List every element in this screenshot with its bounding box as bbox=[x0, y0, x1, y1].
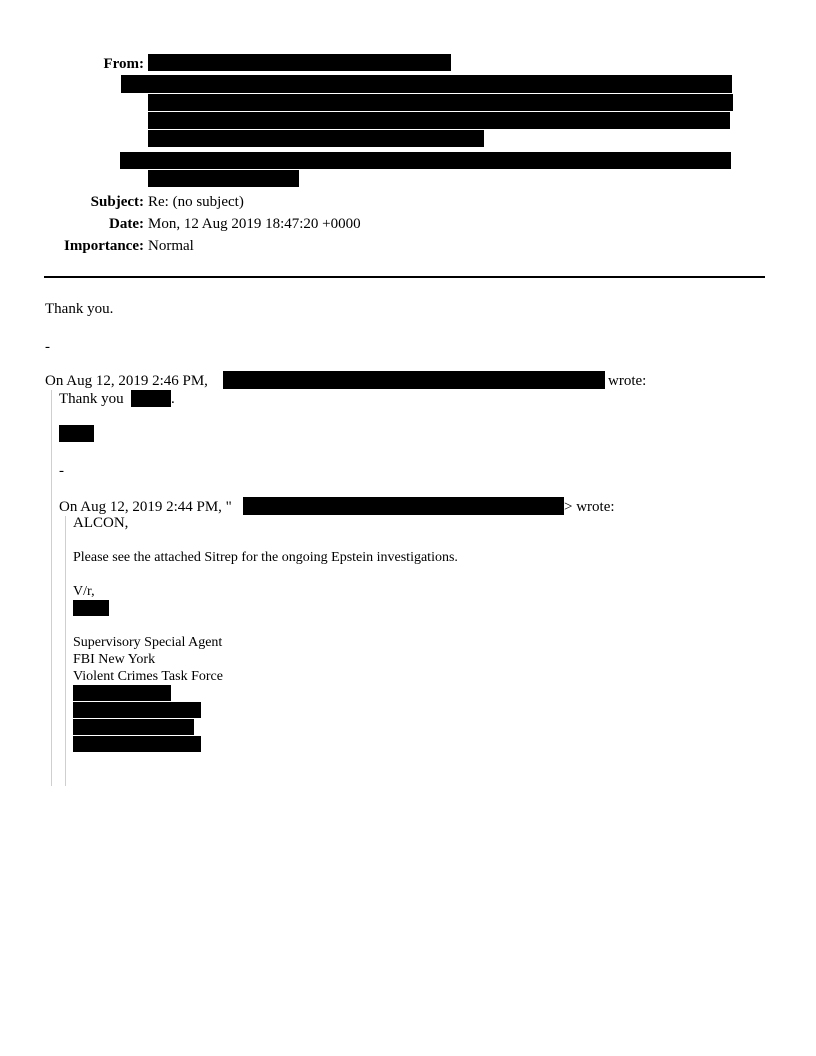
quote2-intro-prefix: On Aug 12, 2019 2:44 PM, " bbox=[59, 499, 232, 515]
redacted-to-line-4 bbox=[148, 130, 484, 147]
redacted-to-line-2 bbox=[148, 94, 733, 111]
subject-value: Re: (no subject) bbox=[148, 194, 244, 210]
quote-bar-level-1 bbox=[51, 390, 52, 786]
header-divider bbox=[44, 276, 765, 278]
sig-unit: Violent Crimes Task Force bbox=[73, 669, 223, 684]
sig-title: Supervisory Special Agent bbox=[73, 635, 223, 650]
quote-bar-level-2 bbox=[65, 516, 66, 786]
from-label: From: bbox=[103, 56, 144, 72]
redacted-sig-line-3 bbox=[73, 719, 194, 735]
redacted-sig-line-4 bbox=[73, 736, 201, 752]
date-label: Date: bbox=[109, 216, 144, 232]
message-text: Please see the attached Sitrep for the ongoing Epstein investigations. bbox=[73, 550, 458, 565]
separator-dash-1: - bbox=[45, 339, 50, 355]
subject-label: Subject: bbox=[90, 194, 144, 210]
redacted-to-line-1 bbox=[121, 75, 732, 93]
redacted-quote1-signature bbox=[59, 425, 94, 442]
redacted-sender-name bbox=[73, 600, 109, 616]
redacted-to-line-3 bbox=[148, 112, 730, 129]
quote1-intro-prefix: On Aug 12, 2019 2:46 PM, bbox=[45, 373, 208, 389]
redacted-from bbox=[148, 54, 451, 71]
redacted-cc-line-2 bbox=[148, 170, 299, 187]
separator-dash-2: - bbox=[59, 463, 64, 479]
reply-text: Thank you. bbox=[45, 301, 114, 317]
sig-office: FBI New York bbox=[73, 652, 156, 667]
date-value: Mon, 12 Aug 2019 18:47:20 +0000 bbox=[148, 216, 361, 232]
quote1-intro-suffix: wrote: bbox=[608, 373, 647, 389]
redacted-sig-line-1 bbox=[73, 685, 171, 701]
quote1-thanks-end: . bbox=[171, 391, 175, 407]
redacted-quote2-sender bbox=[243, 497, 564, 515]
redacted-sig-line-2 bbox=[73, 702, 201, 718]
alcon-greeting: ALCON, bbox=[73, 515, 129, 531]
redacted-cc-line-1 bbox=[120, 152, 731, 169]
closing-text: V/r, bbox=[73, 584, 95, 599]
importance-label: Importance: bbox=[64, 238, 144, 254]
quote1-thanks: Thank you bbox=[59, 391, 124, 407]
redacted-quote1-name bbox=[131, 390, 171, 407]
quote2-intro-suffix: > wrote: bbox=[564, 499, 615, 515]
redacted-quote1-sender bbox=[223, 371, 605, 389]
importance-value: Normal bbox=[148, 238, 194, 254]
